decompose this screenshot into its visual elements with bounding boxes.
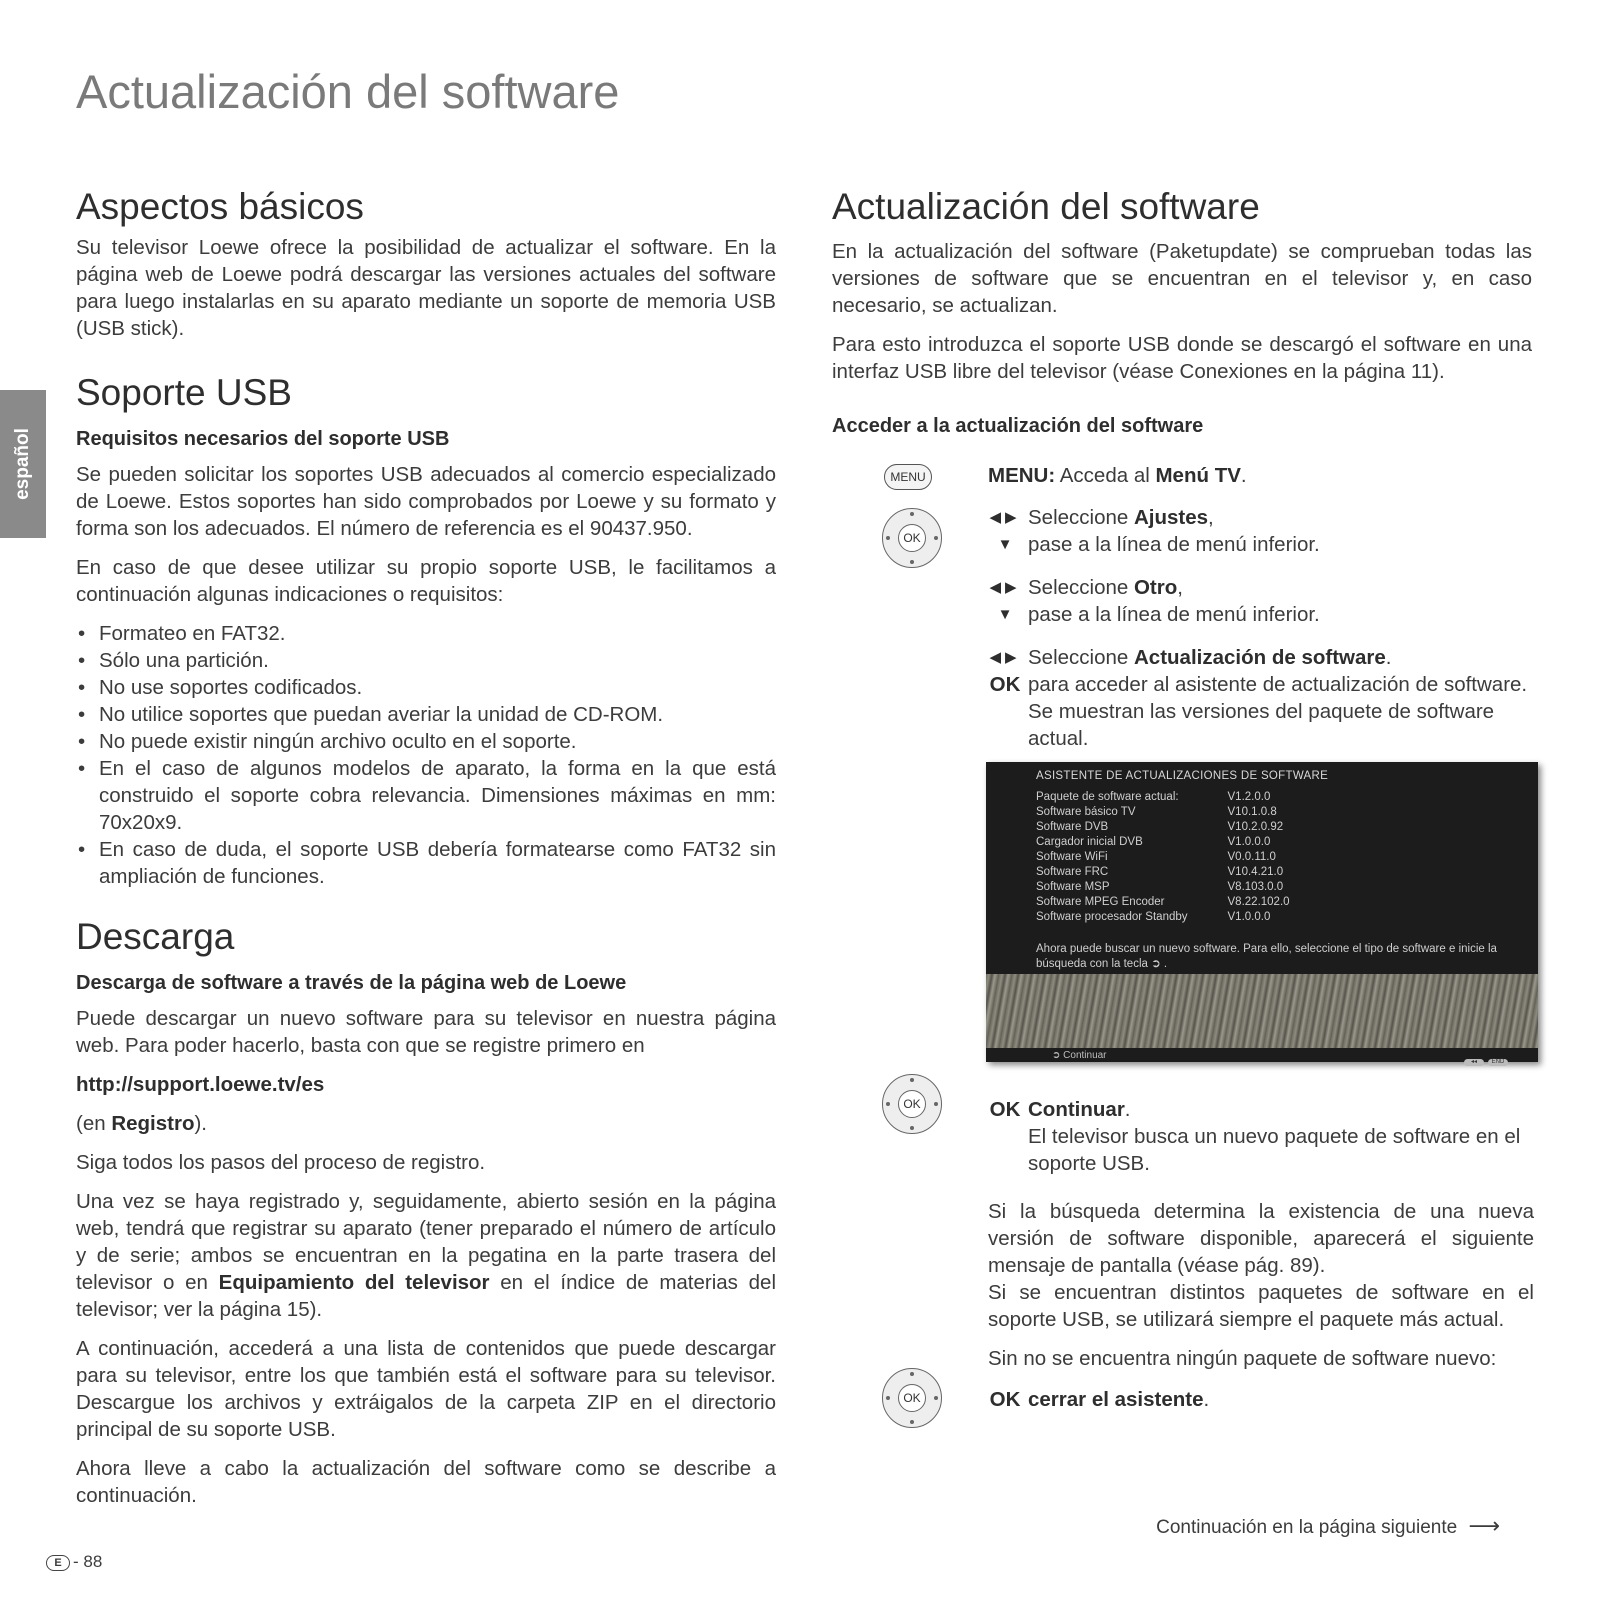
list-item: • En el caso de algunos modelos de aparato, la forma en la que está construido el soporte cobra relevancia. Dimensiones máximas en mm: 70x20x9. <box>76 755 776 836</box>
left-right-arrows-icon: ◀▶ <box>989 649 1021 666</box>
basics-heading: Aspectos básicos <box>76 186 364 227</box>
list-item: • Sólo una partición. <box>76 647 776 674</box>
usb-subheading: Requisitos necesarios del soporte USB <box>76 428 450 450</box>
tv-background-image <box>986 974 1538 1048</box>
usb-p1: Se pueden solicitar los soportes USB adecuados al comercio especializado de Loewe. Estos soportes han sido comprobados por Loewe y su formato y forma son los adecuados. El número de referencia es el 90437.950. <box>76 463 776 540</box>
list-item: • No puede existir ningún archivo oculto en el soporte. <box>76 728 776 755</box>
arrow-right-icon: ⟶ <box>1468 1513 1500 1538</box>
back-icon: ◂◂ <box>1464 1059 1484 1066</box>
table-row: Software básico TV V10.1.0.8 <box>1036 806 1277 818</box>
software-wizard-screen <box>986 762 1538 1065</box>
section-basics <box>76 186 776 342</box>
table-row: Software MPEG Encoder V8.22.102.0 <box>1036 896 1290 908</box>
step-ajustes: ◀▶ Seleccione Ajustes, ▼ pase a la línea de menú inferior. <box>982 504 1534 558</box>
list-item: • Formateo en FAT32. <box>76 620 776 647</box>
access-subheading: Acceder a la actualización del software <box>832 415 1204 437</box>
download-registro: (en Registro). <box>76 1112 208 1135</box>
right-column <box>832 186 1532 448</box>
step-actualizacion: ◀▶ Seleccione Actualización de software. OK para acceder al asistente de actualización de software. Se muestran las versiones del paquete de software actual. <box>982 644 1534 752</box>
ok-pad-icon <box>882 508 942 568</box>
step-otro: ◀▶ Seleccione Otro, ▼ pase a la línea de menú inferior. <box>982 574 1534 628</box>
step-continuar: OK Continuar. El televisor busca un nuevo paquete de software en el soporte USB. <box>989 1098 1521 1175</box>
left-right-arrows-icon: ◀▶ <box>989 579 1021 596</box>
continue-hint: ➲ Continuar <box>1052 1050 1107 1061</box>
table-row: Software WiFi V0.0.11.0 <box>1036 851 1276 863</box>
table-row: Software procesador Standby V1.0.0.0 <box>1036 911 1271 923</box>
step-menu: MENU: Acceda al Menú TV. <box>988 464 1247 487</box>
list-item: • En caso de duda, el soporte USB debería formatearse como FAT32 sin ampliación de funciones. <box>76 836 776 890</box>
screen-message: Ahora puede buscar un nuevo software. Para ello, seleccione el tipo de software e inicie la búsqueda con la tecla ➲ . <box>1036 943 1497 970</box>
left-right-arrows-icon: ◀▶ <box>989 509 1021 526</box>
page-number: E - 88 <box>46 1552 102 1572</box>
down-arrow-icon: ▼ <box>997 536 1013 553</box>
language-tab-label: español <box>12 428 33 500</box>
list-item: • No use soportes codificados. <box>76 674 776 701</box>
ok-button-icon: OK <box>898 524 926 552</box>
continuation-note: Continuación en la página siguiente ⟶ <box>1156 1513 1500 1538</box>
ok-button-icon: OK <box>898 1384 926 1412</box>
download-p4: A continuación, accederá a una lista de contenidos que puede descargar para su televisor, entre los que también está el software para su televisor. Descargue los archivos y extráigalos de la carpeta ZIP en el directorio principal de su soporte USB. <box>76 1337 776 1441</box>
ok-pad-icon <box>882 1368 942 1428</box>
usb-heading: Soporte USB <box>76 372 292 413</box>
table-row: Paquete de software actual: V1.2.0.0 <box>1036 791 1271 803</box>
menu-button-icon: MENU <box>884 464 932 490</box>
download-heading: Descarga <box>76 916 235 957</box>
table-row: Cargador inicial DVB V1.0.0.0 <box>1036 836 1271 848</box>
basics-text: Su televisor Loewe ofrece la posibilidad de actualizar el software. En la página web de Loewe podrá descargar las versiones actuales del software para luego instalarlas en su aparato mediante un soporte de memoria USB (USB stick). <box>76 236 776 340</box>
update-p1: En la actualización del software (Paketupdate) se comprueban todas las versiones de software que se encuentran en el televisor y, en caso necesario, se actualizan. <box>832 240 1532 317</box>
download-p5: Ahora lleve a cabo la actualización del software como se describe a continuación. <box>76 1457 776 1507</box>
language-tab <box>0 390 46 538</box>
ok-button-icon: OK <box>898 1090 926 1118</box>
screen-title: ASISTENTE DE ACTUALIZACIONES DE SOFTWARE <box>1036 770 1329 782</box>
page-title: Actualización del software <box>76 65 620 118</box>
end-icon: END <box>1488 1059 1508 1066</box>
language-badge: E <box>46 1555 70 1571</box>
download-p2: Siga todos los pasos del proceso de registro. <box>76 1151 486 1174</box>
support-link[interactable]: http://support.loewe.tv/es <box>76 1073 325 1096</box>
download-subheading: Descarga de software a través de la página web de Loewe <box>76 972 627 994</box>
update-heading: Actualización del software <box>832 186 1260 227</box>
download-p1: Puede descargar un nuevo software para su televisor en nuestra página web. Para poder hacerlo, basta con que se registre primero en <box>76 1007 776 1057</box>
section-download <box>76 916 776 1509</box>
table-row: Software DVB V10.2.0.92 <box>1036 821 1284 833</box>
list-item: • No utilice soportes que puedan averiar la unidad de CD-ROM. <box>76 701 776 728</box>
ok-pad-icon <box>882 1074 942 1134</box>
down-arrow-icon: ▼ <box>997 606 1013 623</box>
step-close: OK cerrar el asistente. <box>989 1388 1210 1411</box>
table-row: Software FRC V10.4.21.0 <box>1036 866 1284 878</box>
step-found-text: Si la búsqueda determina la existencia de una nueva versión de software disponible, aparecerá el siguiente mensaje de pantalla (véase pág. 89). Si se encuentran distintos paquetes de software en el soporte USB, se utilizará siempre el paquete más actual. Sin no se encuentra ningún paquete de software nuevo: <box>988 1200 1534 1370</box>
version-table <box>1036 790 1290 925</box>
section-usb <box>76 372 776 890</box>
download-p3: Una vez se haya registrado y, seguidamente, abierto sesión en la página web, tendrá que registrar su aparato (tener preparado el número de artículo y de serie; ambos se encuentran en la pegatina en la parte trasera del televisor o en Equipamiento del televisor en el índice de materias del televisor; ver la página 15). <box>76 1190 776 1321</box>
table-row: Software MSP V8.103.0.0 <box>1036 881 1284 893</box>
usb-p2: En caso de que desee utilizar su propio soporte USB, le facilitamos a continuación algunas indicaciones o requisitos: <box>76 556 776 606</box>
update-p2: Para esto introduzca el soporte USB donde se descargó el software en una interfaz USB libre del televisor (véase Conexiones en la página 11). <box>832 333 1532 383</box>
screen-buttons <box>1460 1050 1508 1068</box>
usb-requirements-list <box>76 620 776 890</box>
left-column <box>76 186 776 1521</box>
